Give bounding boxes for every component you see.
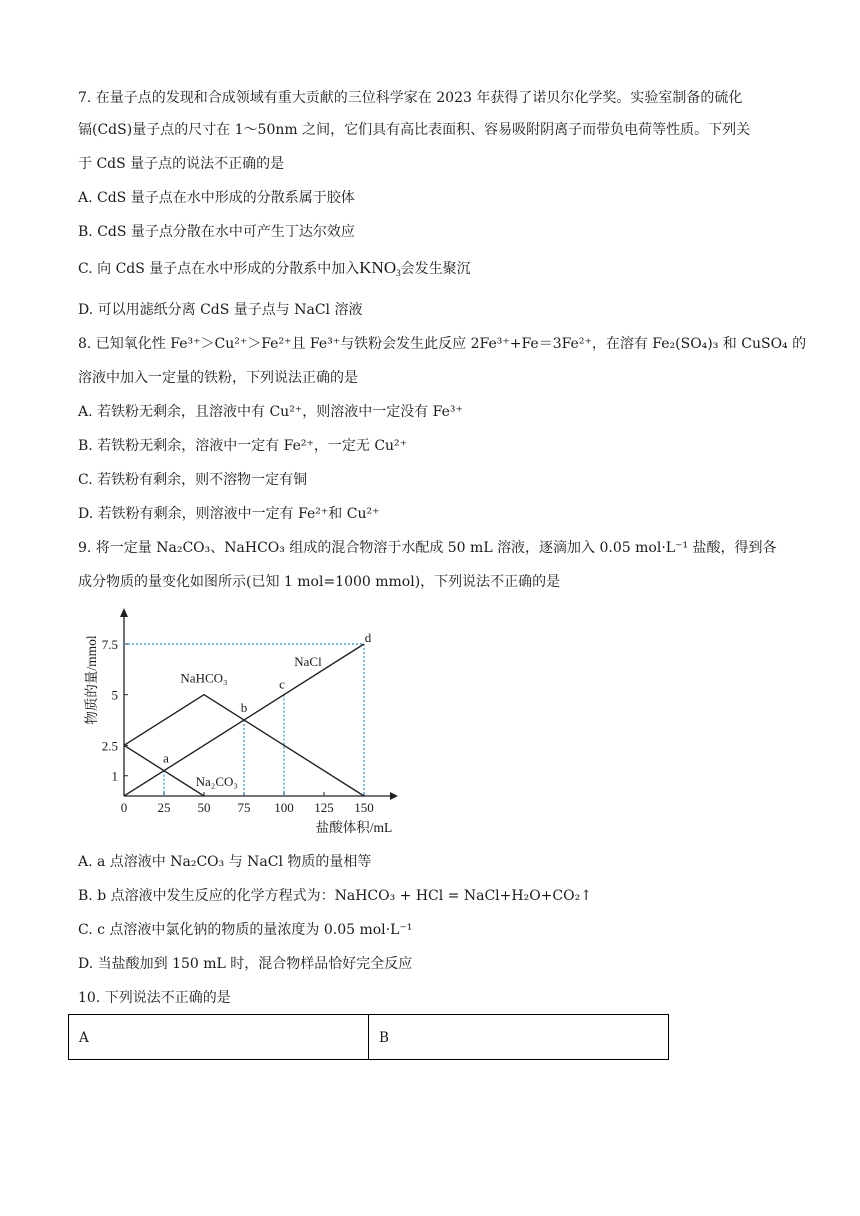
y-tick-label: 2.5	[101, 738, 118, 754]
x-tick-label: 150	[354, 800, 374, 815]
x-tick-label: 100	[274, 800, 294, 815]
q7-option-c	[78, 258, 471, 283]
q7-stem-line2: 镉(CdS)量子点的尺寸在 1～50nm 之间，它们具有高比表面积、容易吸附阴离子而带负电荷等性质。下列关	[78, 122, 751, 138]
series-label-nacl: NaCl	[294, 654, 322, 669]
q7-stem-line1: 7. 在量子点的发现和合成领域有重大贡献的三位科学家在 2023 年获得了诺贝尔化学奖。实验室制备的硫化	[78, 90, 743, 106]
x-axis-label: 盐酸体积/mL	[315, 820, 393, 835]
point-label-b: b	[240, 700, 248, 715]
q9-option-c: C. c 点溶液中氯化钠的物质的量浓度为 0.05 mol·L⁻¹	[78, 922, 413, 938]
q8-stem-line1: 8. 已知氧化性 Fe³⁺＞Cu²⁺＞Fe²⁺且 Fe³⁺与铁粉会发生此反应 2Fe³⁺+Fe＝3Fe²⁺，在溶有 Fe₂(SO₄)₃ 和 CuSO₄ 的	[78, 336, 807, 352]
q9-stem-line1: 9. 将一定量 Na₂CO₃、NaHCO₃ 组成的混合物溶于水配成 50 mL 溶液，逐滴加入 0.05 mol·L⁻¹ 盐酸，得到各	[78, 540, 777, 556]
point-label-c: c	[279, 676, 285, 692]
x-tick-label: 50	[197, 800, 211, 815]
point-label-a: a	[163, 750, 169, 766]
q7-option-b: B. CdS 量子点分散在水中可产生丁达尔效应	[78, 224, 355, 240]
y-axis-arrow	[120, 608, 128, 617]
q10-table	[68, 1014, 669, 1060]
q7-option-c-formula-main: KNO	[359, 258, 397, 277]
q7-option-a: A. CdS 量子点在水中形成的分散系属于胶体	[78, 190, 355, 206]
y-axis-label: 物质的量/mmol	[84, 635, 99, 725]
q7-option-c-formula-sub: 3	[396, 268, 401, 278]
q7-option-c-post: 会发生聚沉	[400, 261, 471, 277]
y-tick-label: 7.5	[101, 637, 118, 652]
q10-stem: 10. 下列说法不正确的是	[78, 990, 231, 1006]
y-tick-label: 1	[111, 768, 118, 784]
x-axis-arrow	[390, 792, 398, 800]
point-label-d: d	[364, 630, 372, 645]
q8-option-c: C. 若铁粉有剩余，则不溶物一定有铜	[78, 472, 308, 488]
x-tick-label: 75	[237, 800, 251, 815]
q9-option-d: D. 当盐酸加到 150 mL 时，混合物样品恰好完全反应	[78, 956, 413, 972]
q7-stem-line3: 于 CdS 量子点的说法不正确的是	[78, 156, 285, 172]
q7-option-c-formula	[359, 258, 400, 277]
q7-option-c-pre: C. 向 CdS 量子点在水中形成的分散系中加入	[78, 261, 360, 277]
y-tick-label: 5	[111, 687, 118, 703]
q10-table-header-b: B	[368, 1015, 668, 1059]
amount-vs-hcl-volume-chart	[74, 606, 414, 836]
q8-option-d: D. 若铁粉有剩余，则溶液中一定有 Fe²⁺和 Cu²⁺	[78, 506, 380, 522]
q9-stem-line2: 成分物质的量变化如图所示(已知 1 mol=1000 mmol)，下列说法不正确的是	[78, 574, 561, 590]
q9-option-b: B. b 点溶液中发生反应的化学方程式为：NaHCO₃ + HCl = NaCl+H₂O+CO₂↑	[78, 888, 592, 904]
x-tick-label: 25	[157, 800, 171, 815]
q9-option-a: A. a 点溶液中 Na₂CO₃ 与 NaCl 物质的量相等	[78, 854, 372, 870]
q8-option-a: A. 若铁粉无剩余，且溶液中有 Cu²⁺，则溶液中一定没有 Fe³⁺	[78, 404, 463, 420]
x-tick-label: 125	[314, 800, 334, 815]
q10-table-header-a: A	[79, 1030, 89, 1046]
series-label-na2co3: Na₂CO₃	[195, 773, 238, 789]
q7-option-d: D. 可以用滤纸分离 CdS 量子点与 NaCl 溶液	[78, 302, 363, 318]
x-tick-label: 0	[120, 800, 128, 815]
q8-stem-line2: 溶液中加入一定量的铁粉，下列说法正确的是	[78, 370, 358, 386]
series-label-nahco3: NaHCO₃	[180, 670, 228, 686]
q8-option-b: B. 若铁粉无剩余，溶液中一定有 Fe²⁺，一定无 Cu²⁺	[78, 438, 408, 454]
